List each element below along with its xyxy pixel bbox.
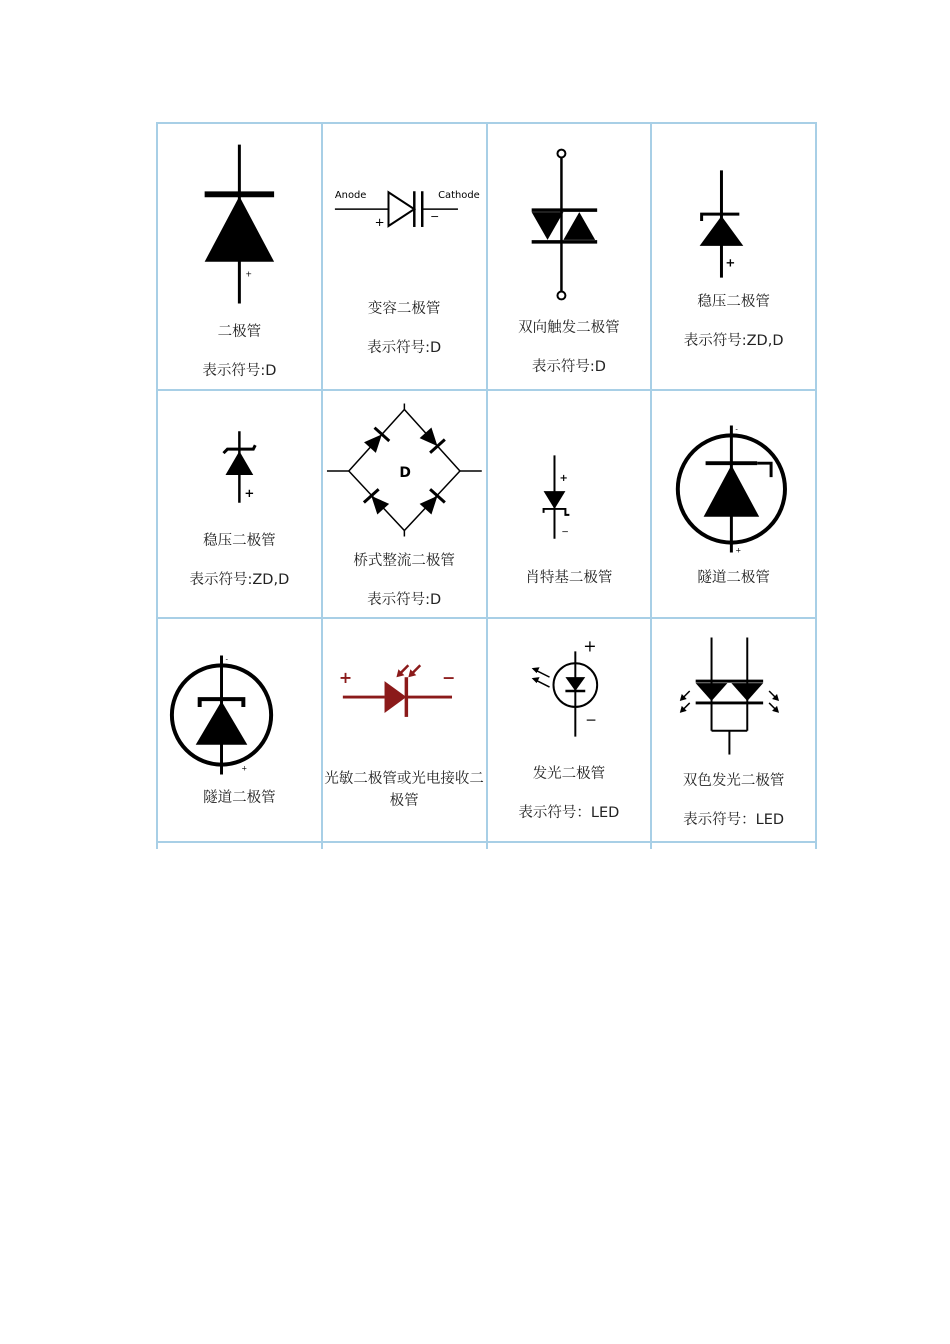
minus-mark: − <box>584 712 597 729</box>
cathode-label: Cathode <box>437 190 480 202</box>
cell-schottky <box>487 390 652 618</box>
symbol-name: 双色发光二极管 <box>682 773 785 789</box>
diode-symbol-table <box>156 122 817 849</box>
minus-mark: - <box>735 425 739 434</box>
zener-symbol-icon <box>158 429 321 509</box>
minus-mark: − <box>441 668 456 688</box>
plus-mark: + <box>245 269 252 279</box>
photodiode-symbol-icon <box>323 655 486 755</box>
symbol-code: 表示符号:D <box>202 363 277 379</box>
led-symbol-icon <box>488 633 651 751</box>
symbol-code: 表示符号:ZD,D <box>683 333 784 349</box>
symbol-code: 表示符号:D <box>367 592 442 608</box>
bridge-rectifier-icon <box>323 403 486 539</box>
zener-symbol-icon <box>652 166 815 282</box>
symbol-name: 二极管 <box>217 324 262 340</box>
plus-mark: + <box>725 255 736 270</box>
cell-diode <box>157 123 322 390</box>
tunnel-diode-icon <box>158 653 321 777</box>
symbol-name: 发光二极管 <box>532 766 606 782</box>
cell-bridge-rectifier <box>322 390 487 618</box>
plus-mark: + <box>374 214 385 229</box>
cell-tunnel <box>651 390 816 618</box>
diac-symbol-icon <box>488 144 651 306</box>
minus-mark: − <box>560 527 569 538</box>
schottky-symbol-icon <box>488 451 651 551</box>
symbol-code: 表示符号:D <box>531 359 606 375</box>
plus-mark: + <box>735 546 742 555</box>
symbol-name: 隧道二极管 <box>697 570 770 586</box>
cell-zener <box>651 123 816 390</box>
center-label: D <box>399 464 411 481</box>
cell-varactor <box>322 123 487 390</box>
symbol-name: 光敏二极管或光电接收二极管 <box>324 771 484 809</box>
cell-zener-2 <box>157 390 322 618</box>
plus-mark: + <box>558 473 568 485</box>
symbol-name: 双向触发二极管 <box>518 320 620 336</box>
cell-empty <box>322 842 487 849</box>
plus-mark: + <box>244 485 255 500</box>
symbol-code: 表示符号:D <box>367 340 442 356</box>
tunnel-diode-icon <box>652 421 815 557</box>
cell-diac <box>487 123 652 390</box>
symbol-name: 稳压二极管 <box>203 533 276 549</box>
plus-mark: + <box>582 636 597 656</box>
symbol-grid <box>156 122 817 849</box>
symbol-name: 肖特基二极管 <box>525 570 613 586</box>
plus-mark: + <box>241 764 248 773</box>
cell-empty <box>651 842 816 849</box>
cell-photodiode <box>322 618 487 842</box>
cell-bicolor-led <box>651 618 816 842</box>
symbol-code: 表示符号:ZD,D <box>189 572 290 588</box>
symbol-name: 变容二极管 <box>367 301 441 317</box>
bicolor-led-icon <box>652 633 815 757</box>
plus-mark: + <box>338 668 352 688</box>
diode-symbol-icon <box>158 140 321 324</box>
minus-mark: - <box>225 655 228 664</box>
symbol-name: 稳压二极管 <box>697 294 770 310</box>
anode-label: Anode <box>334 190 367 202</box>
symbol-code: 表示符号：LED <box>683 812 785 828</box>
symbol-code: 表示符号：LED <box>518 805 620 821</box>
cell-empty <box>157 842 322 849</box>
minus-mark: − <box>429 210 440 224</box>
varactor-symbol-icon <box>323 164 486 284</box>
symbol-name: 桥式整流二极管 <box>353 553 455 569</box>
cell-tunnel-2 <box>157 618 322 842</box>
cell-led <box>487 618 652 842</box>
cell-empty <box>487 842 652 849</box>
symbol-name: 隧道二极管 <box>203 790 276 806</box>
